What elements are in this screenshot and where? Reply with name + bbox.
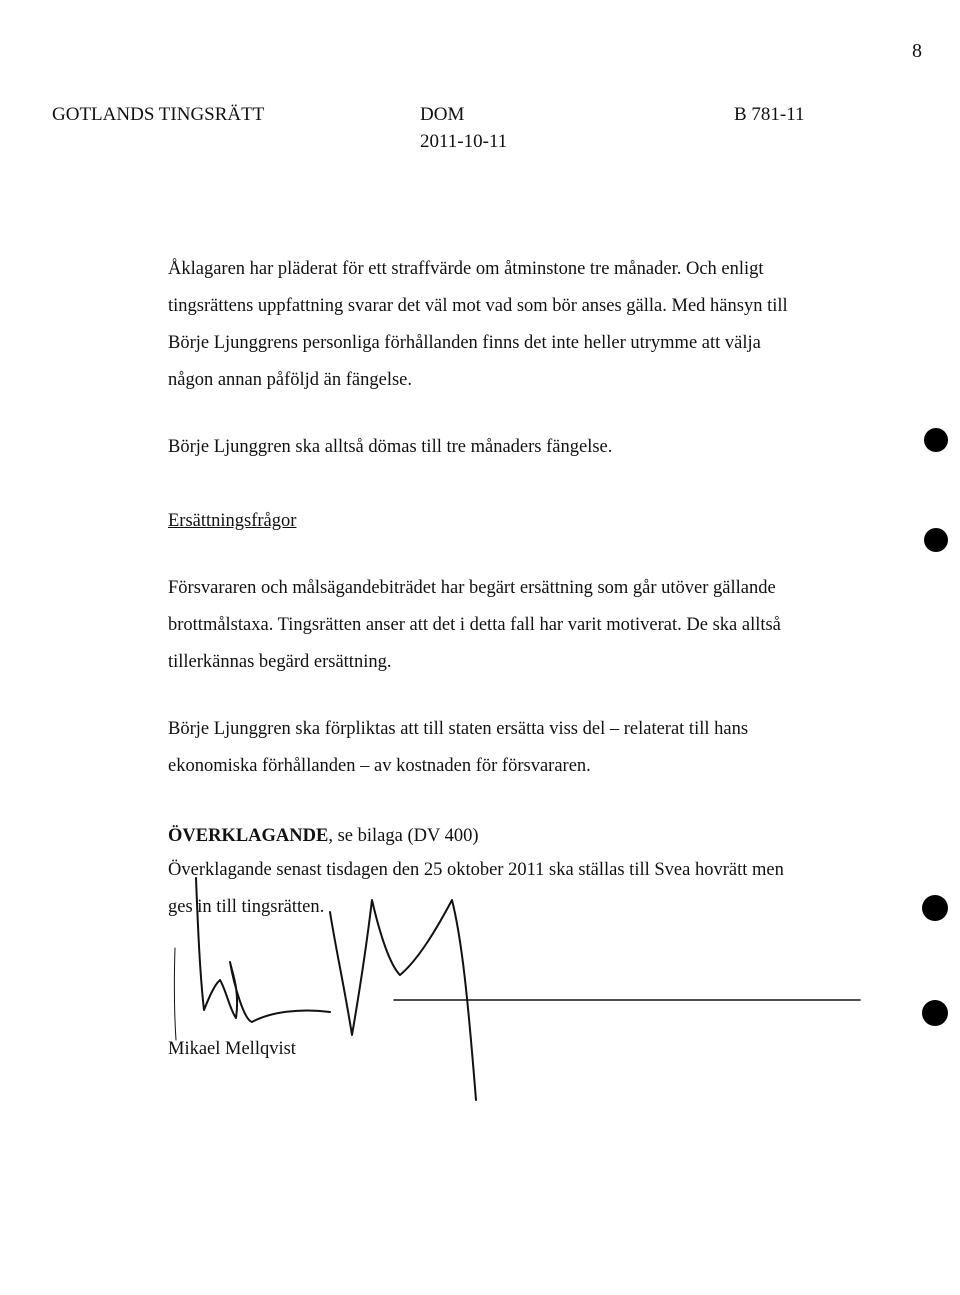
text-line: någon annan påföljd än fängelse. (168, 370, 413, 390)
appeal-heading-suffix: , se bilaga (DV 400) (328, 826, 479, 846)
text-line: tingsrättens uppfattning svarar det väl mot vad som bör anses gälla. Med hänsyn till (168, 296, 788, 316)
text-line: tillerkännas begärd ersättning. (168, 652, 392, 672)
text-line: Börje Ljunggren ska förpliktas att till staten ersätta viss del – relaterat till hans (168, 719, 749, 739)
document-type: DOM (420, 104, 465, 125)
document-date: 2011-10-11 (420, 131, 508, 152)
appeal-instruction-line-2: ges in till tingsrätten. (168, 897, 325, 917)
text-line: brottmålstaxa. Tingsrätten anser att det i detta fall har varit motiverat. De ska alltså (168, 615, 781, 635)
appeal-heading: ÖVERKLAGANDE (168, 826, 329, 846)
text-line: Börje Ljunggren ska alltså dömas till tre månaders fängelse. (168, 437, 613, 457)
appeal-instruction-line-1: Överklagande senast tisdagen den 25 oktober 2011 ska ställas till Svea hovrätt men (168, 860, 784, 880)
text-line: ekonomiska förhållanden – av kostnaden för försvararen. (168, 756, 591, 776)
case-number: B 781-11 (734, 104, 805, 125)
text-line: Försvararen och målsägandebiträdet har begärt ersättning som går utöver gällande (168, 578, 776, 598)
punch-hole-mark (922, 1000, 948, 1026)
punch-hole-mark (924, 428, 948, 452)
punch-hole-mark (924, 528, 948, 552)
court-name: GOTLANDS TINGSRÄTT (52, 104, 265, 125)
punch-hole-mark (922, 895, 948, 921)
text-line: Börje Ljunggrens personliga förhållanden finns det inte heller utrymme att välja (168, 333, 761, 353)
text-line: Åklagaren har pläderat för ett straffvärde om åtminstone tre månader. Och enligt (168, 259, 764, 279)
section-heading-compensation: Ersättningsfrågor (168, 511, 297, 531)
page-number: 8 (912, 40, 922, 62)
signature-name: Mikael Mellqvist (168, 1039, 296, 1059)
